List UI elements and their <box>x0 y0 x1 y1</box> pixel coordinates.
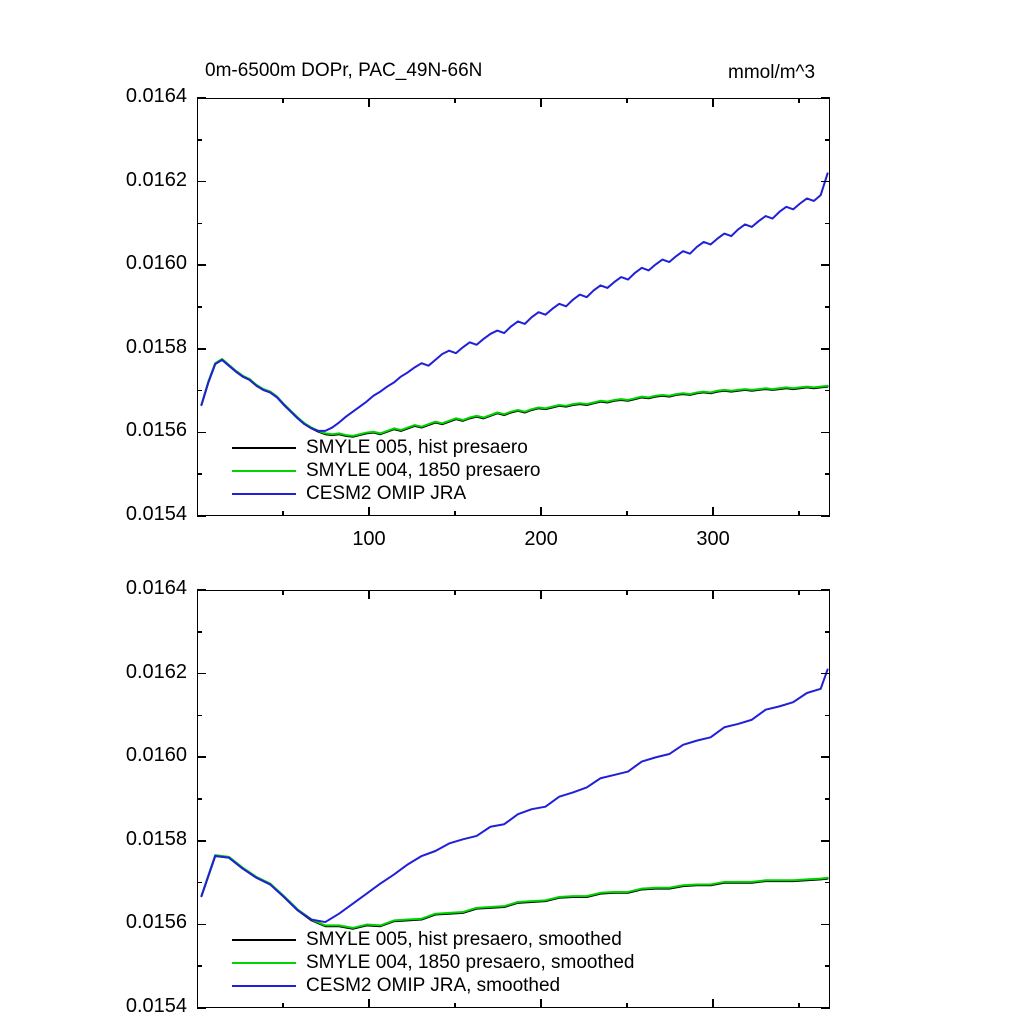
y-tick-label: 0.0164 <box>125 577 187 599</box>
legend-label: CESM2 OMIP JRA, smoothed <box>306 975 561 996</box>
legend-swatch <box>232 447 296 449</box>
legend-swatch <box>232 470 296 472</box>
chart-title: 0m-6500m DOPr, PAC_49N-66N <box>205 60 483 81</box>
x-tick-label: 300 <box>696 528 730 550</box>
x-minor-tick <box>626 511 628 516</box>
y-tick <box>821 515 830 517</box>
y-minor-tick <box>197 965 202 967</box>
y-tick <box>821 181 830 183</box>
x-minor-tick <box>798 511 800 516</box>
y-tick <box>197 348 206 350</box>
y-minor-tick <box>825 306 830 308</box>
y-tick-label: 0.0156 <box>125 911 187 934</box>
y-minor-tick <box>197 390 202 392</box>
y-minor-tick <box>197 631 202 633</box>
x-minor-tick <box>798 1003 800 1008</box>
y-tick <box>197 673 206 675</box>
y-tick <box>197 515 206 517</box>
y-tick-label: 0.0156 <box>125 419 187 442</box>
y-minor-tick <box>197 715 202 717</box>
x-tick <box>712 98 714 107</box>
y-minor-tick <box>825 390 830 392</box>
y-tick <box>197 756 206 758</box>
y-minor-tick <box>197 473 202 475</box>
x-tick <box>540 590 542 599</box>
y-tick <box>821 756 830 758</box>
y-tick-label: 0.0164 <box>125 85 187 107</box>
x-minor-tick <box>798 590 800 595</box>
units-label: mmol/m^3 <box>728 62 816 83</box>
y-tick <box>821 348 830 350</box>
y-tick <box>197 432 206 434</box>
legend-swatch <box>232 493 296 495</box>
x-tick <box>540 507 542 516</box>
y-tick-label: 0.0160 <box>125 744 187 767</box>
x-tick-label: 100 <box>352 528 386 550</box>
y-tick-label: 0.0162 <box>125 168 187 191</box>
y-minor-tick <box>197 223 202 225</box>
y-tick-label: 0.0154 <box>125 503 187 525</box>
x-tick <box>368 98 370 107</box>
legend-label: SMYLE 004, 1850 presaero <box>306 460 541 481</box>
y-tick <box>197 840 206 842</box>
x-minor-tick <box>454 590 456 595</box>
x-tick <box>712 999 714 1008</box>
x-minor-tick <box>798 98 800 103</box>
y-tick-label: 0.0154 <box>125 995 187 1017</box>
y-minor-tick <box>197 798 202 800</box>
x-tick <box>368 999 370 1008</box>
y-tick <box>197 1007 206 1009</box>
x-minor-tick <box>282 590 284 595</box>
legend-label: SMYLE 005, hist presaero, smoothed <box>306 929 622 950</box>
x-minor-tick <box>626 590 628 595</box>
y-tick <box>197 97 206 99</box>
y-tick-label: 0.0160 <box>125 252 187 275</box>
legend-swatch <box>232 939 296 941</box>
y-minor-tick <box>197 882 202 884</box>
x-minor-tick <box>626 1003 628 1008</box>
x-tick <box>712 507 714 516</box>
x-tick <box>368 507 370 516</box>
y-tick <box>821 1007 830 1009</box>
legend-label: CESM2 OMIP JRA <box>306 483 467 504</box>
y-tick <box>821 589 830 591</box>
x-minor-tick <box>282 1003 284 1008</box>
x-tick-label: 200 <box>524 528 558 550</box>
y-minor-tick <box>825 715 830 717</box>
x-tick <box>540 98 542 107</box>
legend-swatch <box>232 985 296 987</box>
y-minor-tick <box>825 965 830 967</box>
x-minor-tick <box>626 98 628 103</box>
y-tick <box>821 840 830 842</box>
x-tick <box>368 590 370 599</box>
legend-label: SMYLE 004, 1850 presaero, smoothed <box>306 952 635 973</box>
y-tick <box>821 673 830 675</box>
y-tick <box>821 97 830 99</box>
x-tick <box>540 999 542 1008</box>
y-minor-tick <box>825 473 830 475</box>
y-tick <box>197 264 206 266</box>
y-tick <box>821 264 830 266</box>
x-minor-tick <box>454 1003 456 1008</box>
y-tick <box>197 589 206 591</box>
legend-label: SMYLE 005, hist presaero <box>306 437 528 458</box>
x-minor-tick <box>454 98 456 103</box>
y-tick-label: 0.0158 <box>125 827 187 850</box>
y-minor-tick <box>197 139 202 141</box>
x-tick <box>712 590 714 599</box>
y-minor-tick <box>825 882 830 884</box>
y-minor-tick <box>825 798 830 800</box>
legend-swatch <box>232 962 296 964</box>
x-minor-tick <box>282 98 284 103</box>
y-tick-label: 0.0158 <box>125 335 187 358</box>
x-minor-tick <box>454 511 456 516</box>
y-tick <box>821 924 830 926</box>
y-minor-tick <box>825 223 830 225</box>
y-tick <box>197 924 206 926</box>
y-tick <box>821 432 830 434</box>
y-minor-tick <box>825 139 830 141</box>
y-tick-label: 0.0162 <box>125 660 187 683</box>
y-minor-tick <box>825 631 830 633</box>
x-minor-tick <box>282 511 284 516</box>
y-tick <box>197 181 206 183</box>
y-minor-tick <box>197 306 202 308</box>
